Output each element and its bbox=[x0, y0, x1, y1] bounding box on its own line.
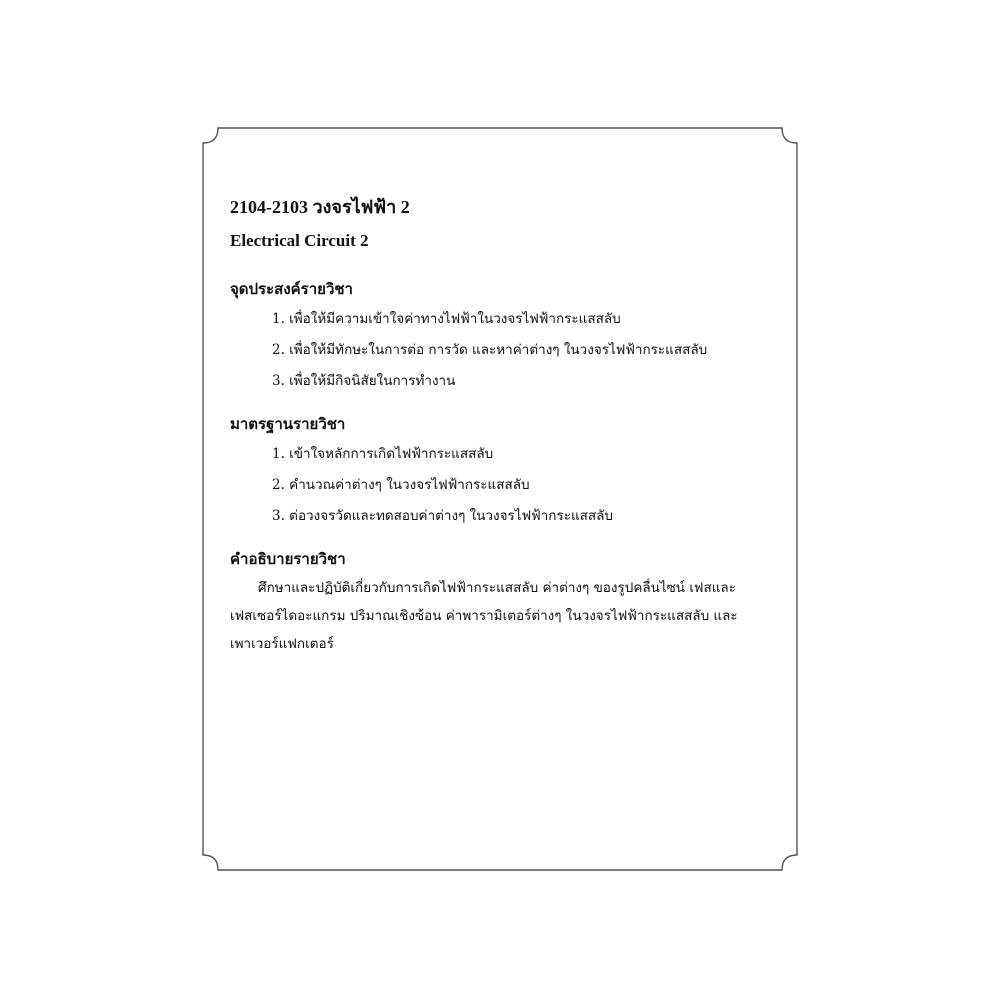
objective-item: 3. เพื่อให้มีกิจนิสัยในการทำงาน bbox=[272, 373, 456, 389]
description-section bbox=[230, 546, 790, 658]
description-paragraph bbox=[230, 574, 790, 658]
objective-item: 1. เพื่อให้มีความเข้าใจค่าทางไฟฟ้าในวงจรไฟฟ้ากระแสสลับ bbox=[272, 311, 621, 327]
objectives-section bbox=[230, 276, 790, 397]
objectives-heading: จุดประสงค์รายวิชา bbox=[230, 280, 353, 298]
standards-heading: มาตรฐานรายวิชา bbox=[230, 415, 346, 433]
course-title-thai: 2104-2103 วงจรไฟฟ้า 2 bbox=[230, 197, 410, 217]
description-heading: คำอธิบายรายวิชา bbox=[230, 550, 346, 568]
description-line: ศึกษาและปฏิบัติเกี่ยวกับการเกิดไฟฟ้ากระแสสลับ ค่าต่างๆ ของรูปคลื่นไซน์ เฟสและ bbox=[258, 580, 736, 596]
standards-list bbox=[230, 439, 790, 532]
standard-item: 3. ต่อวงจรวัดและทดสอบค่าต่างๆ ในวงจรไฟฟ้ากระแสสลับ bbox=[272, 508, 613, 524]
objective-item: 2. เพื่อให้มีทักษะในการต่อ การวัด และหาค่าต่างๆ ในวงจรไฟฟ้ากระแสสลับ bbox=[272, 342, 708, 358]
description-line: เพาเวอร์แฟกเตอร์ bbox=[230, 636, 334, 652]
standards-section bbox=[230, 411, 790, 532]
description-line: เฟสเซอร์ไดอะแกรม ปริมาณเชิงซ้อน ค่าพารามิเตอร์ต่างๆ ในวงจรไฟฟ้ากระแสสลับ และ bbox=[230, 608, 738, 624]
standard-item: 1. เข้าใจหลักการเกิดไฟฟ้ากระแสสลับ bbox=[272, 446, 494, 462]
standard-item: 2. คำนวณค่าต่างๆ ในวงจรไฟฟ้ากระแสสลับ bbox=[272, 477, 530, 493]
objectives-list bbox=[230, 304, 790, 397]
course-description-page bbox=[230, 192, 790, 658]
course-title-english: Electrical Circuit 2 bbox=[230, 231, 369, 250]
